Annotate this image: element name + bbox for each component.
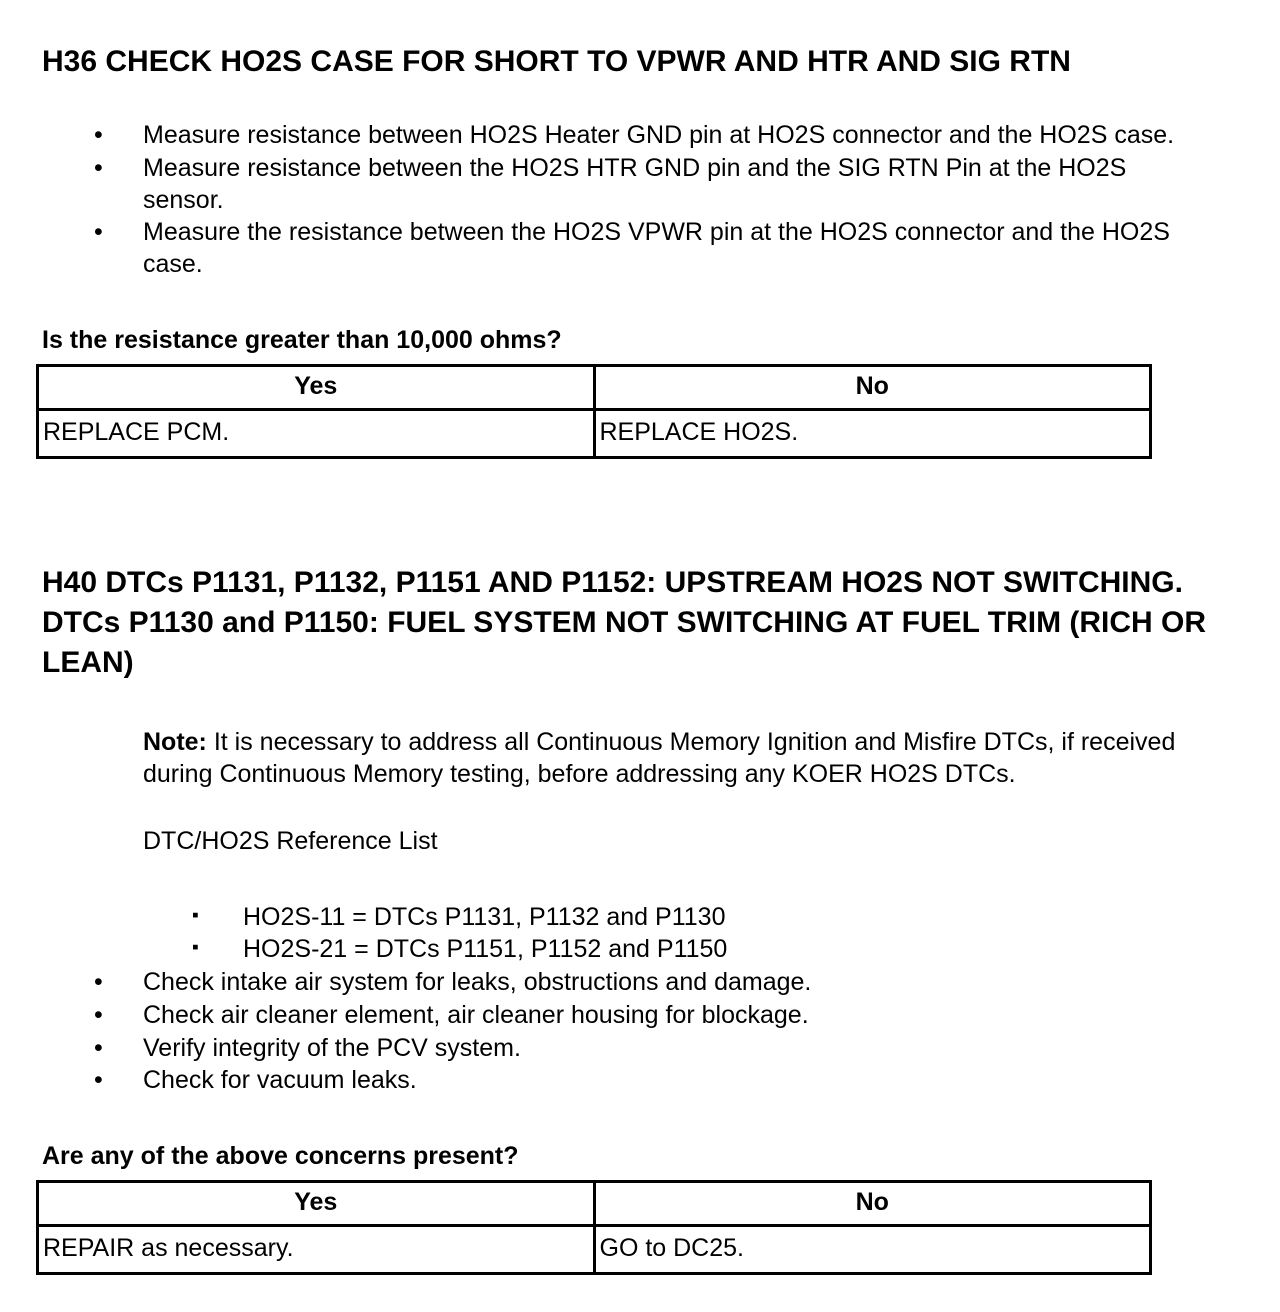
h36-bullet-item: • Measure resistance between the HO2S HTR GND pin and the SIG RTN Pin at the HO2S sensor. [42, 153, 1187, 217]
h40-bullet-item: • Check air cleaner element, air cleaner housing for blockage. [42, 1000, 1187, 1032]
h40-bullet-list [42, 967, 1244, 1097]
h40-bullet-item: • Check for vacuum leaks. [42, 1065, 1187, 1097]
h40-bullet-item: • Check intake air system for leaks, obstructions and damage. [42, 967, 1187, 999]
h40-reference-list-title: DTC/HO2S Reference List [143, 826, 438, 855]
h40-header-yes: Yes [38, 1181, 595, 1225]
h36-header-no: No [594, 365, 1151, 409]
h36-bullet-item: • Measure the resistance between the HO2S VPWR pin at the HO2S connector and the HO2S case. [42, 217, 1187, 281]
h40-reference-item: ▪ HO2S-11 = DTCs P1131, P1132 and P1130 [42, 902, 1187, 934]
h36-table-action-row [38, 409, 1151, 457]
h40-action-no: GO to DC25. [594, 1225, 1151, 1273]
h40-note-label: Note: [143, 728, 207, 757]
h36-question: Is the resistance greater than 10,000 ohms? [42, 325, 562, 354]
h40-table-header-row [38, 1181, 1151, 1225]
h36-action-no: REPLACE HO2S. [594, 409, 1151, 457]
section-h36-title: H36 CHECK HO2S CASE FOR SHORT TO VPWR AND HTR AND SIG RTN [42, 45, 1071, 78]
h36-action-yes: REPLACE PCM. [38, 409, 595, 457]
h36-table-header-row [38, 365, 1151, 409]
h40-note [143, 727, 1244, 791]
h40-action-yes: REPAIR as necessary. [38, 1225, 595, 1273]
h40-decision-table [36, 1180, 1152, 1275]
h36-bullet-item: • Measure resistance between HO2S Heater GND pin at HO2S connector and the HO2S case. [42, 120, 1187, 152]
h36-decision-table [36, 364, 1152, 459]
h40-reference-item: ▪ HO2S-21 = DTCs P1151, P1152 and P1150 [42, 934, 1187, 966]
h36-bullet-list [42, 120, 1244, 281]
h40-bullet-item: • Verify integrity of the PCV system. [42, 1033, 1187, 1065]
h36-header-yes: Yes [38, 365, 595, 409]
section-h40-title: H40 DTCs P1131, P1132, P1151 AND P1152: UPSTREAM HO2S NOT SWITCHING. DTCs P1130 and P1150: FUEL SYSTEM NOT SWITCHING AT FUEL TRIM (RICH OR LEAN) [42, 565, 1207, 680]
h40-table-action-row [38, 1225, 1151, 1273]
h40-reference-list [42, 902, 1244, 967]
h40-question: Are any of the above concerns present? [42, 1142, 519, 1170]
h40-note-text: It is necessary to address all Continuous Memory Ignition and Misfire DTCs, if received during Continuous Memory testing, before addressing any KOER HO2S DTCs. [143, 728, 1176, 788]
h40-header-no: No [594, 1181, 1151, 1225]
